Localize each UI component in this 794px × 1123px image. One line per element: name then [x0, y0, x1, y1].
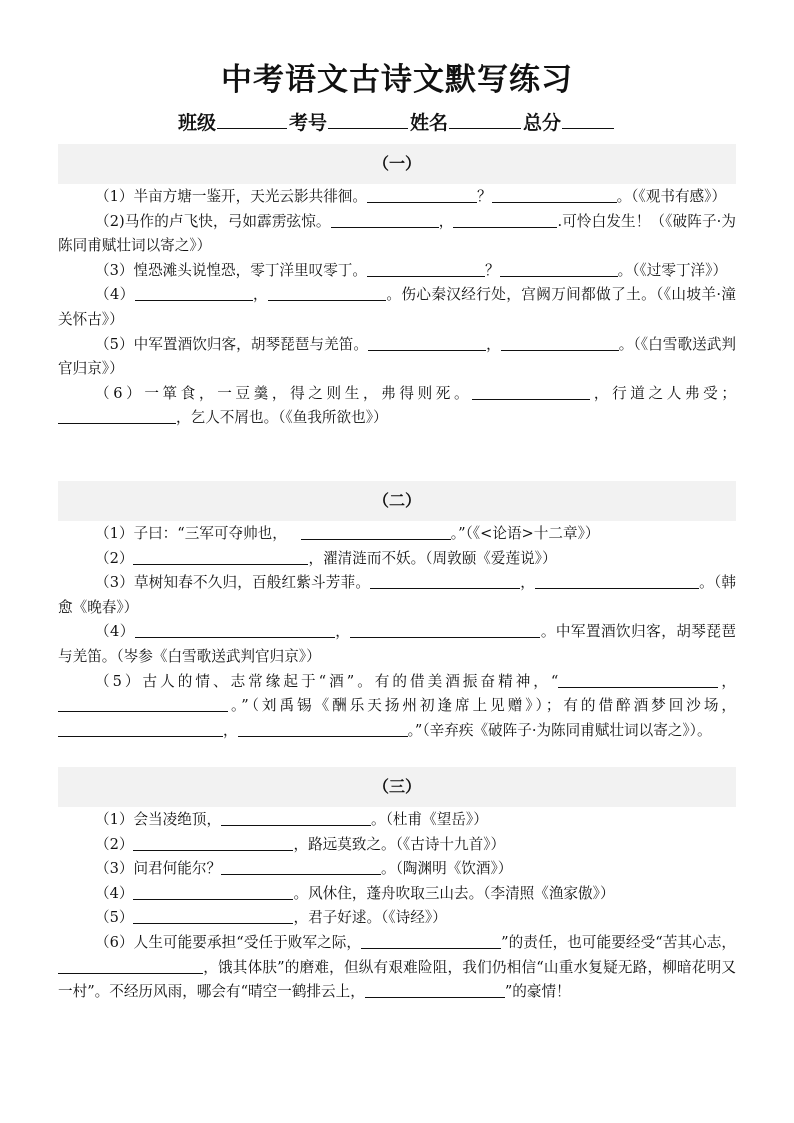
question-3-4: （4） 。风休住，蓬舟吹取三山去。（李清照《渔家傲》）	[58, 882, 736, 907]
answer-blank[interactable]	[58, 956, 203, 974]
answer-blank[interactable]	[500, 259, 618, 277]
answer-blank[interactable]	[535, 571, 699, 589]
question-1-6: （6）一箪食，一豆羹，得之则生，弗得则死。 ，行道之人弗受；，乞人不屑也。（《鱼我所欲也》）	[58, 382, 736, 431]
question-2-4: （4） ， 。中军置酒饮归客，胡琴琵琶与羌笛。（岑参《白雪歌送武判官归京》）	[58, 620, 736, 669]
answer-blank[interactable]	[361, 931, 501, 949]
answer-blank[interactable]	[268, 283, 386, 301]
answer-blank[interactable]	[221, 808, 371, 826]
question-3-5: （5） ，君子好逑。（《诗经》）	[58, 906, 736, 931]
answer-blank[interactable]	[367, 185, 477, 203]
section-body-1	[58, 185, 736, 431]
section-body-2	[58, 522, 736, 743]
answer-blank[interactable]	[370, 571, 520, 589]
section-heading-2: （二）	[58, 481, 736, 521]
question-1-5: （5）中军置酒饮归客，胡琴琵琶与羌笛。 ， 。（《白雪歌送武判官归京》）	[58, 333, 736, 382]
question-3-1: （1）会当凌绝顶， 。（杜甫《望岳》）	[58, 808, 736, 833]
section-heading-3: （三）	[58, 767, 736, 807]
answer-blank[interactable]	[135, 283, 253, 301]
answer-blank[interactable]	[58, 406, 176, 424]
answer-blank[interactable]	[135, 620, 335, 638]
answer-blank[interactable]	[453, 210, 557, 228]
answer-blank[interactable]	[350, 620, 540, 638]
question-1-1: （1）半亩方塘一鉴开，天光云影共徘徊。 ？ 。（《观书有感》）	[58, 185, 736, 210]
page-title: 中考语文古诗文默写练习	[221, 62, 573, 98]
name-label: 姓名	[410, 112, 449, 134]
section-heading-1: （一）	[58, 144, 736, 184]
name-blank[interactable]	[449, 108, 521, 129]
section-body-3	[58, 808, 736, 1005]
answer-blank[interactable]	[368, 333, 486, 351]
answer-blank[interactable]	[58, 719, 223, 737]
answer-blank[interactable]	[367, 259, 485, 277]
answer-blank[interactable]	[221, 857, 381, 875]
class-label: 班级	[177, 112, 216, 134]
question-2-1: （1）子曰：“三军可夺帅也， 。”（《<论语>十二章》）	[58, 522, 736, 547]
answer-blank[interactable]	[133, 906, 293, 924]
answer-blank[interactable]	[58, 694, 228, 712]
question-3-2: （2） ，路远莫致之。（《古诗十九首》）	[58, 833, 736, 858]
exam-no-blank[interactable]	[328, 108, 408, 129]
answer-blank[interactable]	[472, 382, 590, 400]
score-label: 总分	[523, 112, 562, 134]
answer-blank[interactable]	[133, 547, 308, 565]
answer-blank[interactable]	[133, 882, 293, 900]
answer-blank[interactable]	[238, 719, 408, 737]
question-2-3: （3）草树知春不久归，百般红紫斗芳菲。 ， 。（韩愈《晚春》）	[58, 571, 736, 620]
answer-blank[interactable]	[331, 210, 439, 228]
class-blank[interactable]	[217, 108, 287, 129]
question-1-4: （4） ， 。伤心秦汉经行处，宫阙万间都做了土。（《山坡羊·潼关怀古》）	[58, 283, 736, 332]
question-2-2: （2） ，濯清涟而不妖。（周敦颐《爱莲说》）	[58, 547, 736, 572]
answer-blank[interactable]	[501, 333, 619, 351]
question-1-2: （2)马作的卢飞快，弓如霹雳弦惊。 ， .可怜白发生！（《破阵子·为陈同甫赋壮词以寄之》）	[58, 210, 736, 259]
student-info-line	[58, 108, 736, 138]
question-2-5: （5）古人的情、志常缘起于“酒”。有的借美酒振奋精神，“ ，。”（刘禹锡《酬乐天扬州初逢席上见赠》）；有的借醉酒梦回沙场，， 。”（辛弃疾《破阵子·为陈同甫赋壮词以寄之》）。	[58, 670, 736, 744]
question-3-6: （6）人生可能要承担“受任于败军之际， ”的责任，也可能要经受“苦其心志，，饿其体肤”的磨难，但纵有艰难险阻，我们仍相信“山重水复疑无路，柳暗花明又一村”。不经历风雨，哪会有“晴空一鹤排云上， ”的豪情！	[58, 931, 736, 1005]
answer-blank[interactable]	[301, 522, 451, 540]
score-blank[interactable]	[562, 108, 614, 129]
question-1-3: （3）惶恐滩头说惶恐，零丁洋里叹零丁。 ？ 。（《过零丁洋》）	[58, 259, 736, 284]
answer-blank[interactable]	[558, 670, 718, 688]
exam-no-label: 考号	[288, 112, 327, 134]
answer-blank[interactable]	[492, 185, 617, 203]
question-3-3: （3）问君何能尔？ 。（陶渊明《饮酒》）	[58, 857, 736, 882]
answer-blank[interactable]	[133, 833, 293, 851]
answer-blank[interactable]	[365, 980, 505, 998]
